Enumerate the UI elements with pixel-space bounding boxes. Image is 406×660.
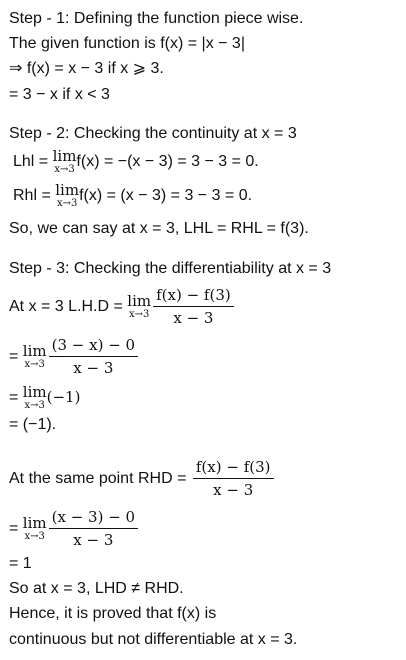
step2-conclusion: So, we can say at x = 3, LHL = RHL = f(3). xyxy=(9,220,309,237)
lim-subscript: x→3 xyxy=(129,308,150,320)
lhd-substitution xyxy=(9,334,140,380)
lhd-simplified xyxy=(9,382,80,413)
lhl-rest: f(x) = −(x − 3) = 3 − 3 = 0. xyxy=(76,153,259,170)
rhd-sub-fraction xyxy=(49,509,138,550)
fraction-denominator: x − 3 xyxy=(173,308,214,327)
lim-subscript: x→3 xyxy=(56,197,78,209)
lhd-label: At x = 3 L.H.D = xyxy=(9,298,123,315)
lhd-simplified-limit xyxy=(22,382,47,411)
lim-subscript: x→3 xyxy=(54,163,75,175)
lhl-label: Lhl = xyxy=(13,153,49,170)
lim-word: lim xyxy=(127,291,152,310)
rhd-substitution xyxy=(9,506,140,552)
rhl-rest: f(x) = (x − 3) = 3 − 3 = 0. xyxy=(79,187,253,204)
fraction-denominator: x − 3 xyxy=(73,358,114,377)
lhd-sub-fraction xyxy=(49,337,138,378)
lim-word: lim xyxy=(52,146,77,165)
lhd-limit xyxy=(127,291,152,320)
lim-subscript: x→3 xyxy=(24,358,45,370)
rhl-limit xyxy=(55,180,80,209)
rhd-sub-limit xyxy=(22,513,47,542)
step1-case-ge-3: ⇒ f(x) = x − 3 if x ⩾ 3. xyxy=(9,60,164,77)
fraction-denominator: x − 3 xyxy=(213,480,254,499)
step1-heading: Step - 1: Defining the function piece wise. xyxy=(9,10,304,27)
fraction-numerator: f(x) − f(3) xyxy=(193,459,274,479)
step1-case-lt-3: = 3 − x if x < 3 xyxy=(9,86,110,103)
lhl-limit xyxy=(52,146,77,175)
lim-word: lim xyxy=(22,341,47,360)
equals-sign: = xyxy=(9,348,19,365)
lim-word: lim xyxy=(55,180,80,199)
step2-heading: Step - 2: Checking the continuity at x = 3 xyxy=(9,125,297,142)
fraction-numerator: f(x) − f(3) xyxy=(153,287,234,307)
lim-value: (−1) xyxy=(46,388,81,406)
fraction-denominator: x − 3 xyxy=(73,530,114,549)
step1-given-function: The given function is f(x) = |x − 3| xyxy=(9,35,245,52)
final-conclusion: continuous but not differentiable at x = 3. xyxy=(9,631,298,648)
lhd-ne-rhd: So at x = 3, LHD ≠ RHD. xyxy=(9,580,184,597)
equals-sign: = xyxy=(9,389,19,406)
lhl-equation xyxy=(13,146,259,178)
rhd-definition xyxy=(9,456,276,502)
lim-word: lim xyxy=(22,513,47,532)
lhd-sub-limit xyxy=(22,341,47,370)
rhd-fraction xyxy=(193,459,274,500)
lim-subscript: x→3 xyxy=(24,530,45,542)
lhd-definition xyxy=(9,284,236,330)
fraction-numerator: (x − 3) − 0 xyxy=(49,509,138,529)
lim-subscript: x→3 xyxy=(24,399,45,411)
rhl-label: Rhl = xyxy=(13,187,51,204)
hence-line: Hence, it is proved that f(x) is xyxy=(9,605,217,622)
equals-sign: = xyxy=(9,520,19,537)
step3-heading: Step - 3: Checking the differentiability at x = 3 xyxy=(9,260,332,277)
lhd-result: = (−1). xyxy=(9,416,57,433)
rhd-label: At the same point RHD = xyxy=(9,470,187,487)
rhl-equation xyxy=(13,180,252,212)
lhd-fraction xyxy=(153,287,234,328)
rhd-result: = 1 xyxy=(9,555,32,572)
lim-word: lim xyxy=(22,382,47,401)
fraction-numerator: (3 − x) − 0 xyxy=(49,337,138,357)
